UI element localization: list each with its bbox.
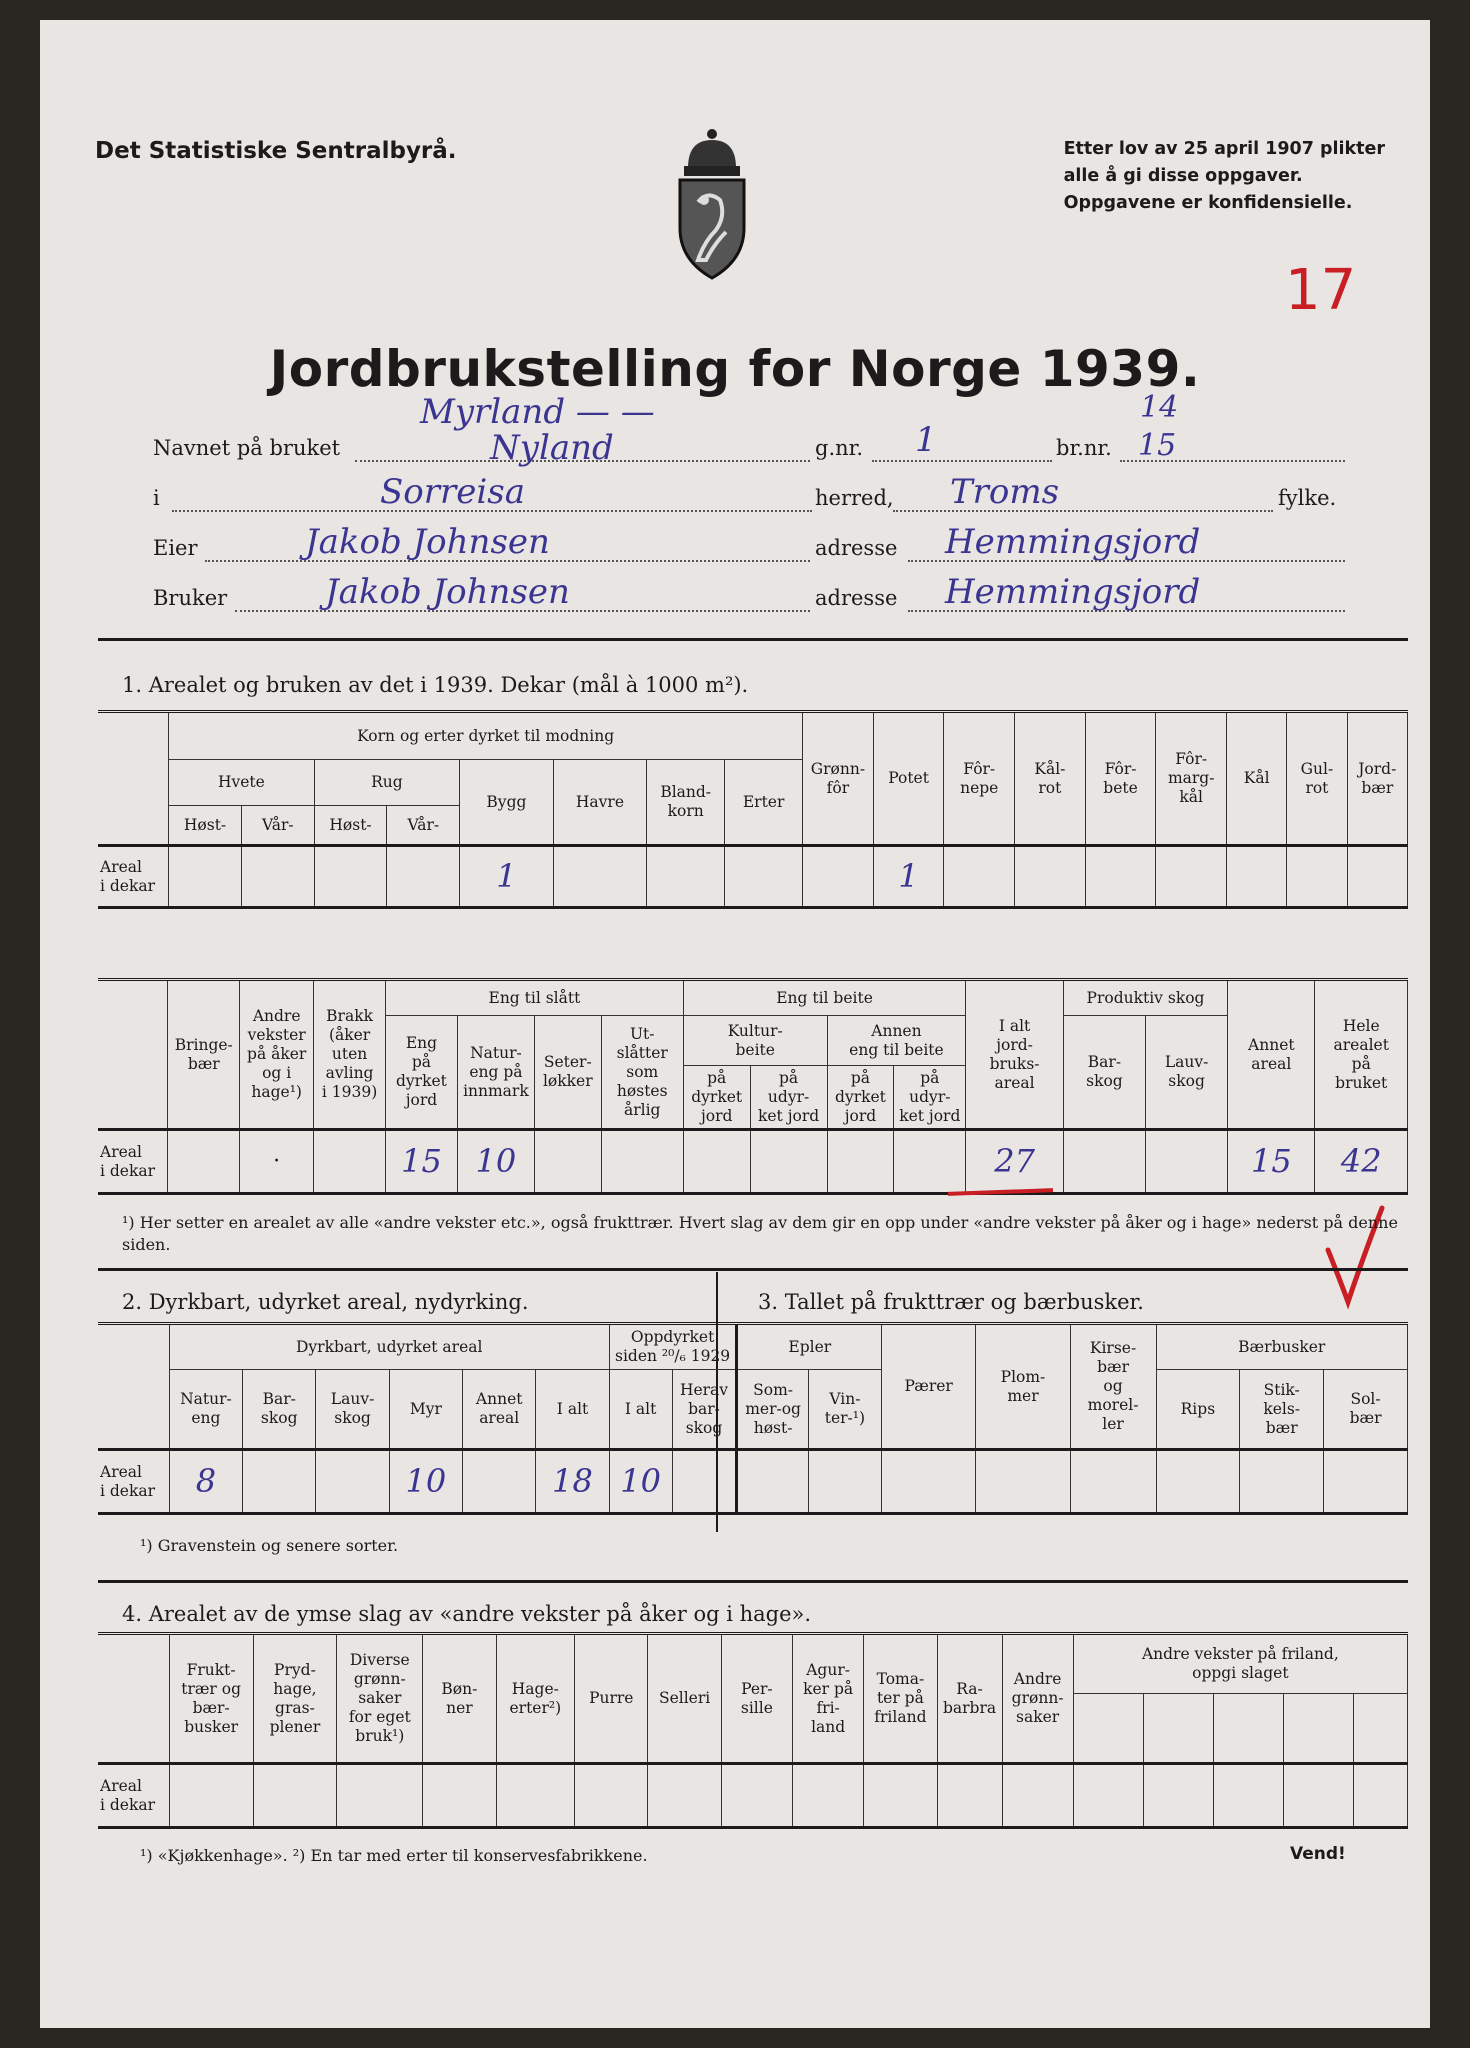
row-label-areal-3: Areal i dekar [98, 1450, 169, 1514]
law-notice: Etter lov av 25 april 1907 plikter alle å gi disse oppgaver. Oppgavene er konfidensielle. [1063, 139, 1385, 213]
header-paerer: Pærer [882, 1324, 976, 1450]
header-i-alt-jordbruk: I alt jord- bruks- areal [966, 980, 1064, 1130]
header-dyrkbart: Dyrkbart, udyrket areal [169, 1324, 609, 1370]
header-rabarbra: Ra- barbra [937, 1634, 1002, 1764]
header-s2-oppdyrket-i-alt: I alt [609, 1370, 672, 1450]
section3-title: 3. Tallet på frukttrær og bærbusker. [758, 1290, 1144, 1314]
header-brakk: Brakk (åker uten avling i 1939) [314, 980, 386, 1130]
agency-name: Det Statistiske Sentralbyrå. [95, 138, 457, 164]
header-kal: Kål [1227, 712, 1287, 846]
table-section1-land [98, 978, 1408, 1195]
header-s2-i-alt: I alt [536, 1370, 609, 1450]
header-formargkal: Fôr- marg- kål [1156, 712, 1227, 846]
eier-adresse-value: Hemmingsjord [945, 522, 1201, 562]
i-alt-jordbruk-value: 27 [966, 1130, 1064, 1194]
header-diverse: Diverse grønn- saker for eget bruk¹) [337, 1634, 423, 1764]
census-form [40, 20, 1430, 2028]
eng-dyrket-value: 15 [386, 1130, 458, 1194]
footer-notes: ¹) «Kjøkkenhage». ²) En tar med erter til konservesfabrikkene. [140, 1846, 648, 1865]
header-sommer: Som- mer-og høst- [737, 1370, 808, 1450]
s2-oppdyrket-value: 10 [609, 1450, 672, 1514]
vend-label: Vend! [1290, 1844, 1346, 1864]
table-section1-crops [98, 710, 1408, 909]
header-korn: Korn og erter dyrket til modning [169, 712, 803, 760]
header-hele-arealet: Hele arealet på bruket [1315, 980, 1408, 1130]
header-rug: Rug [314, 760, 460, 806]
eier-value: Jakob Johnsen [305, 522, 550, 562]
header-barskog: Bar- skog [1063, 1016, 1145, 1130]
header-annen-pa-dyrket: på dyrket jord [827, 1066, 894, 1130]
s2-myr-value: 10 [389, 1450, 462, 1514]
header-s2-herav: Herav bar- skog [672, 1370, 737, 1450]
header-andre-vekster: Andre vekster på åker og i hage¹) [240, 980, 314, 1130]
header-gronnfor: Grønn- fôr [803, 712, 874, 846]
header-rug-host: Høst- [314, 806, 387, 846]
section1-footnote: ¹) Her setter en arealet av alle «andre vekster etc.», også frukttrær. Hvert slag av dem gir en opp under «andre vekster på åker og i hage» nederst på denne siden. [122, 1213, 1398, 1254]
header-purre: Purre [575, 1634, 648, 1764]
brnr-top-value: 14 [1140, 390, 1179, 425]
header-forbete: Fôr- bete [1085, 712, 1156, 846]
header-vinter: Vin- ter-¹) [808, 1370, 881, 1450]
header-eng-dyrket: Eng på dyrket jord [386, 1016, 458, 1130]
header-s2-naturlig-eng: Natur- eng [169, 1370, 242, 1450]
label-gnr: g.nr. [815, 436, 864, 460]
farm-name-line1: Myrland — — [420, 392, 655, 432]
label-i: i [153, 486, 160, 510]
header-selleri: Selleri [648, 1634, 721, 1764]
fylke-value: Troms [950, 472, 1060, 512]
header-baerbusker: Bærbusker [1156, 1324, 1408, 1370]
row-label-areal-2: Areal i dekar [98, 1130, 168, 1194]
bygg-value: 1 [460, 846, 554, 908]
header-bringebaer: Bringe- bær [168, 980, 240, 1130]
header-persille: Per- sille [721, 1634, 792, 1764]
header-prydhage: Pryd- hage, gras- plener [253, 1634, 337, 1764]
header-hvete-var: Vår- [241, 806, 314, 846]
farm-name-line2: Nyland [490, 428, 614, 468]
s2-naturlig-eng-value: 8 [169, 1450, 242, 1514]
section4-title: 4. Arealet av de ymse slag av «andre vekster på åker og i hage». [122, 1602, 812, 1626]
header-rips: Rips [1156, 1370, 1240, 1450]
header-kalrot: Kål- rot [1015, 712, 1086, 846]
label-brnr: br.nr. [1056, 436, 1112, 460]
header-kultur-pa-dyrket: på dyrket jord [683, 1066, 750, 1130]
hele-arealet-value: 42 [1315, 1130, 1408, 1194]
header-havre: Havre [553, 760, 647, 846]
header-tomater: Toma- ter på friland [864, 1634, 937, 1764]
header-eng-slatt: Eng til slått [386, 980, 684, 1016]
header-s2-barskog: Bar- skog [243, 1370, 316, 1450]
section1-title: 1. Arealet og bruken av det i 1939. Dekar (mål à 1000 m²). [122, 673, 749, 697]
header-stikkelsbaer: Stik- kels- bær [1240, 1370, 1324, 1450]
label-bruker: Bruker [153, 586, 228, 610]
header-kultur-pa-udyrket: på udyr- ket jord [750, 1066, 827, 1130]
label-eier: Eier [153, 536, 198, 560]
naturlig-eng-value: 10 [457, 1130, 534, 1194]
header-bonner: Bøn- ner [423, 1634, 496, 1764]
form-title: Jordbrukstelling for Norge 1939. [269, 340, 1201, 398]
bruker-value: Jakob Johnsen [325, 572, 570, 612]
header-epler: Epler [737, 1324, 882, 1370]
annet-areal-value: 15 [1228, 1130, 1315, 1194]
header-s2-annet-areal: Annet areal [463, 1370, 536, 1450]
header-gulrot: Gul- rot [1287, 712, 1347, 846]
label-fylke: fylke. [1278, 486, 1337, 510]
bruker-adresse-value: Hemmingsjord [945, 572, 1201, 612]
header-produktiv-skog: Produktiv skog [1063, 980, 1227, 1016]
label-herred: herred, [815, 486, 894, 510]
coat-of-arms-icon [674, 120, 750, 284]
header-annen-eng: Annen eng til beite [827, 1016, 966, 1066]
section2-footnote: ¹) Gravenstein og senere sorter. [140, 1536, 399, 1555]
section2-title: 2. Dyrkbart, udyrket areal, nydyrking. [122, 1290, 529, 1314]
label-bruker-adresse: adresse [815, 586, 898, 610]
potet-value: 1 [873, 846, 944, 908]
header-naturlig-eng: Natur- eng på innmark [457, 1016, 534, 1130]
header-annen-pa-udyrket: på udyr- ket jord [894, 1066, 966, 1130]
header-hvete: Hvete [169, 760, 315, 806]
header-lauvskog: Lauv- skog [1146, 1016, 1228, 1130]
row-label-areal-4: Areal i dekar [98, 1764, 169, 1828]
label-navnet: Navnet på bruket [153, 436, 341, 460]
header-utslatter: Ut- slåtter som høstes årlig [601, 1016, 683, 1130]
header-annet-areal: Annet areal [1228, 980, 1315, 1130]
header-seterlokker: Seter- løkker [534, 1016, 601, 1130]
andre-vekster-value: · [240, 1130, 314, 1194]
row-label-areal: Areal i dekar [98, 846, 169, 908]
header-potet: Potet [873, 712, 944, 846]
label-eier-adresse: adresse [815, 536, 898, 560]
handwritten-page-number: 17 [1285, 258, 1357, 323]
header-blandkorn: Bland- korn [647, 760, 725, 846]
header-s2-myr: Myr [389, 1370, 462, 1450]
table-section2-3 [98, 1322, 1408, 1515]
brnr-value: 15 [1138, 428, 1177, 463]
header-frukttraer: Frukt- trær og bær- busker [169, 1634, 253, 1764]
header-hageerter: Hage- erter²) [496, 1634, 575, 1764]
header-fornepe: Fôr- nepe [944, 712, 1015, 846]
s2-i-alt-value: 18 [536, 1450, 609, 1514]
header-s2-lauvskog: Lauv- skog [316, 1370, 389, 1450]
header-andre-gronnsaker: Andre grønn- saker [1002, 1634, 1073, 1764]
header-oppdyrket: Oppdyrket siden ²⁰/₆ 1929 [609, 1324, 737, 1370]
header-agurker: Agur- ker på fri- land [793, 1634, 864, 1764]
header-hvete-host: Høst- [169, 806, 242, 846]
gnr-value: 1 [915, 420, 937, 460]
table-section4 [98, 1632, 1408, 1829]
header-andre-friland: Andre vekster på friland, oppgi slaget [1073, 1634, 1407, 1694]
header-eng-beite: Eng til beite [683, 980, 965, 1016]
header-solbaer: Sol- bær [1324, 1370, 1408, 1450]
header-jordbaer: Jord- bær [1347, 712, 1407, 846]
herred-value: Sorreisa [380, 472, 525, 512]
header-erter: Erter [725, 760, 803, 846]
header-kirsebaer: Kirse- bær og morel- ler [1070, 1324, 1156, 1450]
header-plommer: Plom- mer [976, 1324, 1070, 1450]
header-bygg: Bygg [460, 760, 554, 846]
header-rug-var: Vår- [387, 806, 460, 846]
header-kulturbeite: Kultur- beite [683, 1016, 827, 1066]
